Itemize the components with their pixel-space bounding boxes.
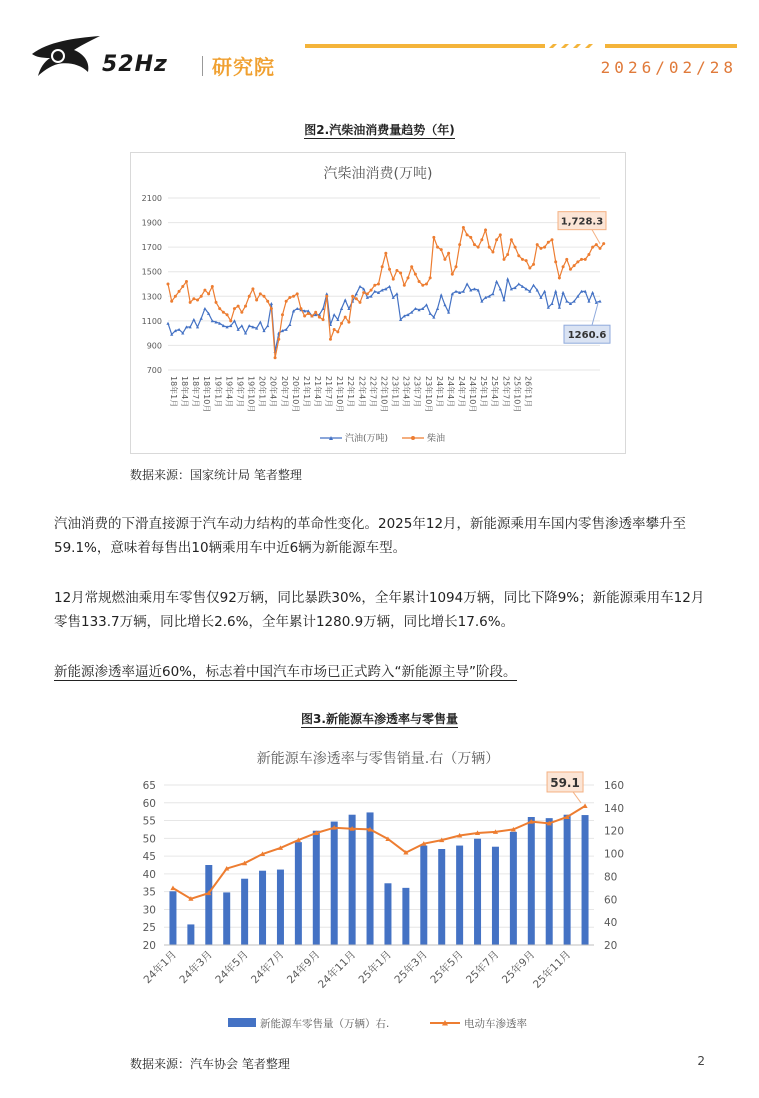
y-right-tick-label: 60 [604,894,618,907]
bar [546,818,553,945]
data-point [336,330,339,333]
paragraph-3: 新能源渗透率逼近60%，标志着中国汽车市场已正式跨入“新能源主导”阶段。 [54,664,517,680]
data-point [384,252,387,255]
data-point [192,297,195,300]
annotation-label-diesel: 1,728.3 [560,216,604,228]
x-tick-label: 19年7月 [235,376,245,408]
data-point [244,305,247,308]
data-point [499,233,502,236]
data-point [340,322,343,325]
data-point [222,311,225,314]
data-point [532,263,535,266]
bar [169,891,176,945]
data-point [528,267,531,270]
data-point [488,246,491,249]
data-point [203,289,206,292]
x-tick-label: 22年7月 [368,376,378,408]
data-point [410,265,413,268]
y-right-tick-label: 120 [604,825,625,838]
data-point [440,248,443,251]
data-point [248,295,251,298]
annotation-leader [573,792,581,803]
header-stripes [545,44,605,48]
data-point [318,316,321,319]
bar [277,870,284,945]
data-point [255,298,258,301]
bar [438,849,445,945]
data-point [285,300,288,303]
x-tick-label: 24年7月 [249,948,287,987]
data-point [181,285,184,288]
data-point [359,301,362,304]
data-point [562,265,565,268]
data-point [314,311,317,314]
legend-swatch-sales [228,1018,256,1027]
data-point [521,258,524,261]
data-point [510,238,513,241]
x-tick-label: 24年7月 [457,376,466,408]
x-tick-label: 18年4月 [180,376,190,408]
data-point [207,292,210,295]
data-point [266,300,269,303]
bar [187,924,194,945]
data-point [455,265,458,268]
data-point [514,246,517,249]
x-tick-label: 21年10月 [335,376,345,413]
x-tick-label: 23年1月 [390,376,400,408]
x-tick-label: 23年10月 [423,376,433,413]
data-point [251,287,254,290]
bar [564,815,571,945]
data-point [543,246,546,249]
data-point [388,268,391,271]
y-left-tick-label: 55 [142,815,156,828]
data-point [174,295,177,298]
y-right-tick-label: 20 [604,940,618,952]
data-point [491,251,494,254]
y-right-tick-label: 100 [604,848,625,861]
data-point [333,328,336,331]
x-tick-label: 26年1月 [523,376,533,408]
bar [420,846,427,945]
bar [367,812,374,945]
bar [259,871,266,945]
y-right-tick-label: 160 [604,780,625,792]
data-point [344,316,347,319]
data-point [517,254,520,257]
x-tick-label: 25年7月 [501,376,511,408]
data-point [377,283,380,286]
x-tick-label: 22年1月 [346,376,356,408]
x-tick-label: 18年1月 [169,376,178,408]
data-point [525,259,528,262]
data-point [189,301,192,304]
data-point [240,311,243,314]
x-tick-label: 23年7月 [412,376,422,408]
y-tick-label: 900 [146,341,162,351]
data-point [259,292,262,295]
y-right-tick-label: 140 [604,802,625,815]
nev-penetration-chart [130,735,626,1045]
data-point [580,258,583,261]
data-point [602,242,605,245]
data-point [551,238,554,241]
data-point [351,295,354,298]
y-tick-label: 1700 [141,243,162,253]
y-tick-label: 700 [146,366,162,375]
data-point [582,803,587,808]
paragraph-2: 12月常规燃油乘用车零售仅92万辆，同比暴跌30%，全年累计1094万辆，同比下降9%；新能源乘用车12月零售133.7万辆，同比增长2.6%，全年累计1280.9万辆，同比增长17.6%。 [54,590,705,630]
data-point [425,283,428,286]
data-point [421,284,424,287]
bar [528,817,535,945]
x-tick-label: 25年1月 [479,376,489,408]
data-point [370,289,373,292]
data-point [480,238,483,241]
data-point [233,307,236,310]
x-tick-label: 25年9月 [499,948,538,987]
data-point [484,228,487,231]
legend-marker [411,436,415,440]
x-tick-label: 20年10月 [290,376,300,413]
x-tick-label: 24年11月 [316,948,359,991]
data-point [591,246,594,249]
x-tick-label: 24年10月 [468,376,478,413]
x-tick-label: 21年7月 [324,376,334,408]
bar [295,842,302,945]
data-point [432,236,435,239]
data-point [399,271,402,274]
data-point [462,226,465,229]
data-point [303,314,306,317]
data-point [395,269,398,272]
data-point [178,290,181,293]
data-point [288,296,291,299]
x-tick-label: 19年10月 [246,376,256,413]
data-point [599,247,602,250]
x-tick-label: 20年1月 [257,376,267,408]
fuel-consumption-chart [130,152,626,454]
x-tick-label: 23年4月 [401,376,411,408]
y-left-tick-label: 40 [142,868,156,881]
x-tick-label: 20年4月 [268,376,278,408]
data-point [477,246,480,249]
data-point [196,298,199,301]
data-point [451,273,454,276]
bar [474,839,481,945]
y-left-tick-label: 45 [142,851,156,864]
data-point [403,284,406,287]
bar [402,888,409,945]
x-tick-label: 21年1月 [301,376,311,408]
x-tick-label: 25年4月 [490,376,500,408]
x-tick-label: 25年3月 [392,948,430,987]
chart-title: 新能源车渗透率与零售销量.右（万辆） [256,751,500,767]
data-point [329,338,332,341]
x-tick-label: 24年1月 [434,376,444,408]
data-point [429,276,432,279]
x-tick-label: 25年5月 [428,948,466,987]
data-point [263,295,266,298]
data-point [584,258,587,261]
bar [582,815,589,945]
legend-label-sales: 新能源车零售量（万辆）右. [260,1018,390,1030]
data-point [547,241,550,244]
data-point [418,280,421,283]
data-point [296,292,299,295]
annotation-label-gasoline: 1260.6 [567,330,607,342]
report-date: 2026/02/28 [600,58,737,77]
data-point [307,312,310,315]
data-point [473,243,476,246]
data-point [270,307,273,310]
brand-logo-text: 52Hz [102,52,168,77]
bar [349,815,356,945]
data-point [443,258,446,261]
data-point [185,280,188,283]
data-point [539,247,542,250]
y-tick-label: 1300 [141,292,162,302]
data-point [536,243,539,246]
data-point [407,276,410,279]
page-header [0,0,759,100]
bar [313,831,320,945]
y-tick-label: 1900 [141,218,162,228]
bar [492,847,499,945]
bar [223,892,230,945]
data-point [281,313,284,316]
y-tick-label: 2100 [141,194,162,203]
annotation-label-penetration: 59.1 [550,775,580,790]
data-point [299,307,302,310]
data-point [366,292,369,295]
data-point [558,276,561,279]
data-point [170,300,173,303]
penetration-line [173,806,585,899]
data-point [211,285,214,288]
data-point [200,295,203,298]
legend-label-penetration: 电动车渗透率 [464,1018,527,1030]
data-point [355,297,358,300]
x-tick-label: 24年4月 [445,376,455,408]
y-left-tick-label: 20 [142,940,156,952]
bar [384,883,391,945]
data-point [503,258,506,261]
data-point [170,886,175,891]
x-tick-label: 24年3月 [177,948,215,987]
data-point [167,283,170,286]
data-point [466,233,469,236]
data-point [469,236,472,239]
data-point [277,338,280,341]
y-left-tick-label: 25 [142,922,156,935]
data-point [215,301,218,304]
whale-logo-icon [28,32,108,78]
x-tick-label: 25年10月 [512,376,522,413]
x-tick-label: 25年1月 [356,948,395,987]
figure2-caption: 图2.汽柴油消费量趋势（年) [304,123,455,137]
figure3-caption: 图3.新能源车渗透率与零售量 [301,712,458,726]
y-right-tick-label: 40 [604,917,618,930]
data-point [392,278,395,281]
figure3-source: 数据来源：汽车协会 笔者整理 [130,1057,290,1071]
bar [241,879,248,945]
data-point [325,295,328,298]
data-point [381,265,384,268]
x-tick-label: 24年5月 [213,948,251,987]
y-right-tick-label: 80 [604,871,618,884]
paragraph-1: 汽油消费的下滑直接源于汽车动力结构的革命性变化。2025年12月，新能源乘用车国内零售渗透率攀升至59.1%，意味着每售出10辆乘用车中近6辆为新能源车型。 [54,516,687,556]
data-point [229,319,232,322]
data-point [569,268,572,271]
data-point [554,260,557,263]
logo-divider [202,56,203,76]
x-tick-label: 24年1月 [141,948,180,987]
x-tick-label: 25年11月 [531,948,574,991]
bar [205,865,212,945]
data-point [436,246,439,249]
data-point [274,356,277,359]
y-left-tick-label: 65 [142,780,156,792]
data-point [292,295,295,298]
chart-title: 汽柴油消费(万吨) [323,166,433,182]
data-point [218,307,221,310]
data-point [414,273,417,276]
page-number: 2 [697,1054,705,1068]
x-tick-label: 21年4月 [313,376,322,408]
y-left-tick-label: 60 [142,797,156,810]
legend-label-gasoline: 汽油(万吨) [345,434,389,444]
data-point [506,253,509,256]
data-point [237,305,240,308]
data-point [311,314,314,317]
bar [510,832,517,945]
bar [456,846,463,945]
data-point [587,253,590,256]
bar [331,822,338,945]
x-tick-label: 19年4月 [224,376,234,408]
header-rule [305,44,737,48]
x-tick-label: 18年7月 [191,376,201,408]
data-point [595,243,598,246]
x-tick-label: 19年1月 [213,376,223,408]
data-point [322,318,325,321]
y-left-tick-label: 35 [142,886,156,899]
x-tick-label: 20年7月 [279,376,289,408]
x-tick-label: 24年9月 [284,948,323,987]
data-point [373,284,376,287]
data-point [226,313,229,316]
x-tick-label: 22年4月 [357,376,367,408]
data-point [576,260,579,263]
y-left-tick-label: 50 [142,833,156,846]
y-tick-label: 1500 [141,267,162,277]
x-tick-label: 25年7月 [464,948,502,987]
x-tick-label: 22年10月 [379,376,389,413]
data-point [458,243,461,246]
x-tick-label: 18年10月 [202,376,212,413]
y-tick-label: 1100 [141,316,162,326]
data-point [565,258,568,261]
data-point [447,252,450,255]
data-point [573,264,576,267]
y-left-tick-label: 30 [142,904,156,917]
figure2-source: 数据来源：国家统计局 笔者整理 [130,468,302,482]
data-point [495,238,498,241]
data-point [362,291,365,294]
brand-cn-text: 研究院 [212,55,275,79]
data-point [347,321,350,324]
legend-label-diesel: 柴油 [427,434,446,444]
